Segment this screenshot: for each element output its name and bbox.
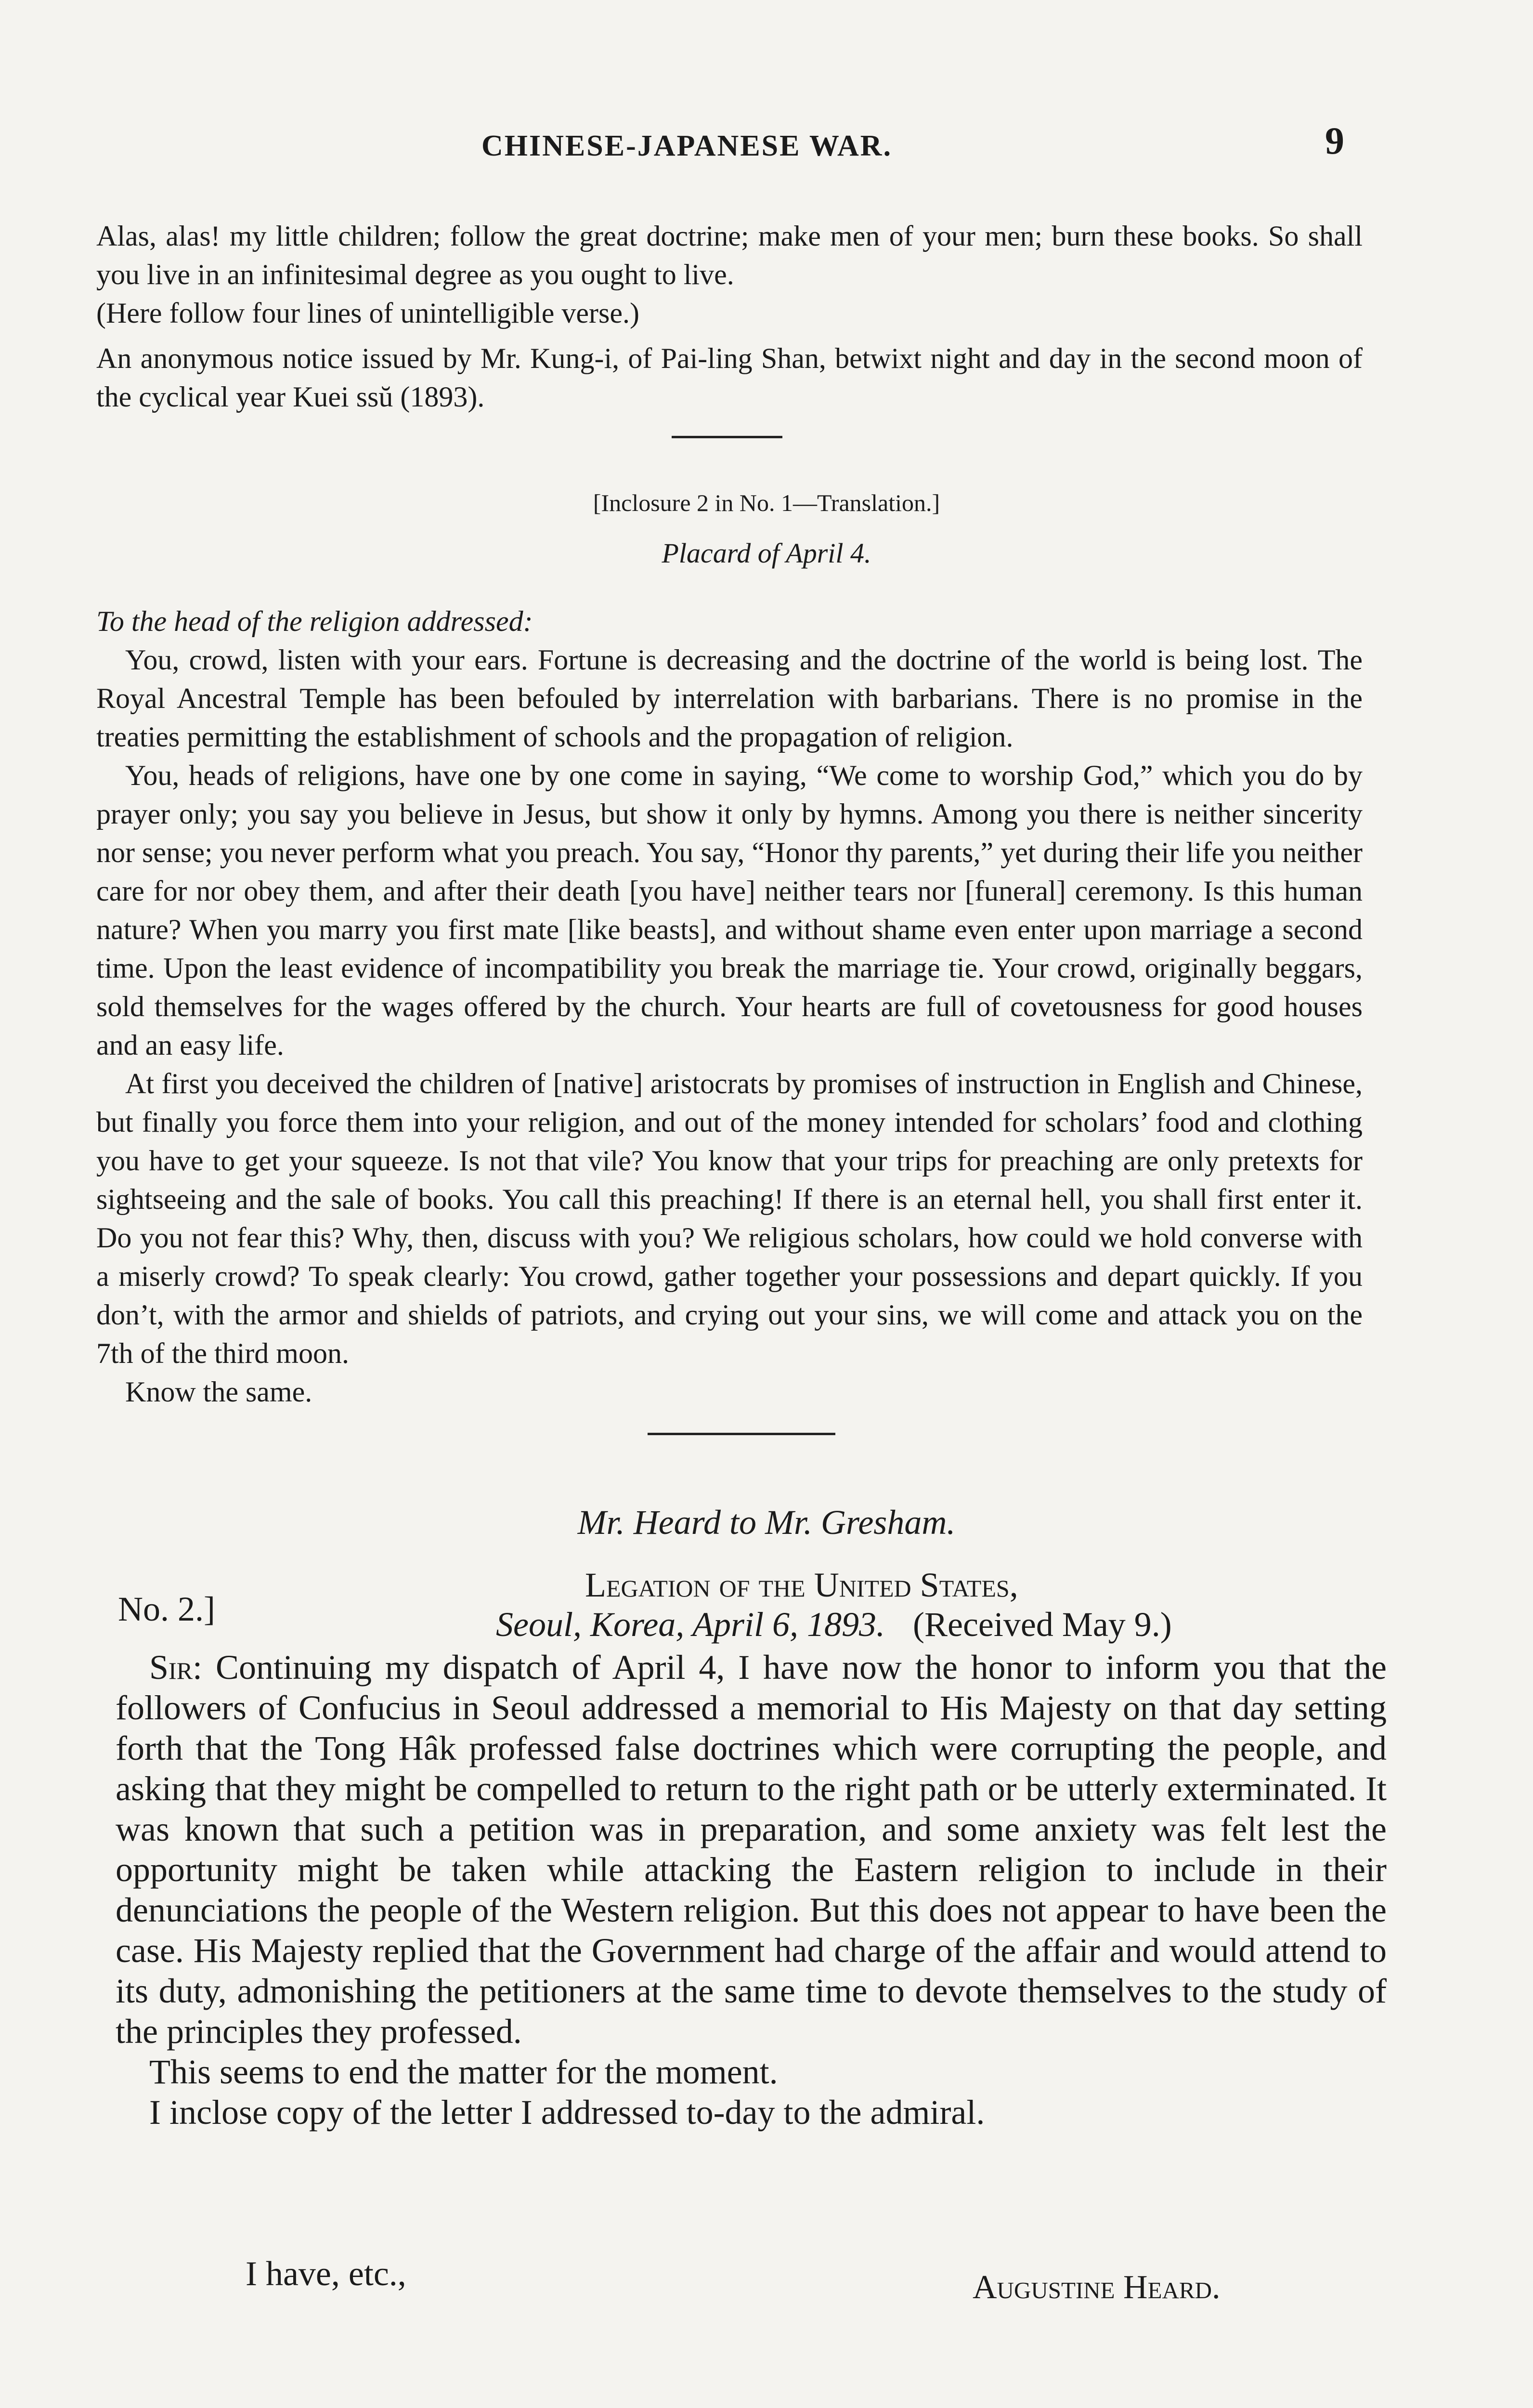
placard-salutation: To the head of the religion addressed: [96,605,533,637]
intro-paragraph-3: An anonymous notice issued by Mr. Kung-i, of Pai-ling Shan, betwixt night and day in the second moon of the cyclical year Kuei ssŭ (1893). [96,342,1363,413]
placard-title: Placard of April 4. [662,537,871,569]
inclosure-label: [Inclosure 2 in No. 1—Translation.] [593,489,940,516]
intro-section [96,217,1363,416]
placard-paragraph-2: You, heads of religions, have one by one come in saying, “We come to worship God,” which you do by prayer only; you say you believe in Jesus, but show it only by hymns. Among you there is neither sincerity nor sense; you never perform what you preach. You say, “Honor thy parents,” yet during their life you neither care for nor obey them, and after their death [you have] neither tears nor [funeral] ceremony. Is this human nature? When you marry you first mate [like beasts], and without shame even enter upon marriage a second time. Upon the least evidence of incompatibility you break the marriage tie. Your crowd, originally beggars, sold themselves for the wages offered by the church. Your hearts are full of covetousness for good houses and an easy life. [96,759,1363,1061]
placard-closing: Know the same. [125,1376,312,1408]
place-date-line [496,1605,1172,1645]
received-date: (Received May 9.) [913,1605,1172,1644]
section-divider-1 [672,436,782,438]
letter-body [116,1647,1387,2133]
dispatch-number: No. 2.] [118,1590,215,1628]
placard-paragraph-1: You, crowd, listen with your ears. Fortune is decreasing and the doctrine of the world is being lost. The Royal Ancestral Temple has been befouled by interrelation with barbarians. There is no promise in the treaties permitting the establishment of schools and the propagation of religion. [96,644,1363,753]
intro-paragraph-1: Alas, alas! my little children; follow the great doctrine; make men of your men; burn these books. So shall you live in an infinitesimal degree as you ought to live. [96,220,1363,290]
placard-section [96,602,1363,1411]
letter-closing: I have, etc., [246,2254,406,2293]
section-divider-2 [648,1433,835,1435]
letter-paragraph-3: I inclose copy of the letter I addressed to-day to the admiral. [149,2093,985,2132]
letter-heading: Mr. Heard to Mr. Gresham. [577,1503,956,1542]
letter-salutation: Sir: [149,1648,203,1687]
letter-paragraph-2: This seems to end the matter for the moment. [149,2053,778,2091]
intro-paragraph-2: (Here follow four lines of unintelligible verse.) [96,297,639,329]
place-date: Seoul, Korea, April 6, 1893. [496,1605,885,1644]
letter-signature: Augustine Heard. [973,2269,1221,2306]
legation-line: Legation of the United States, [585,1566,1018,1604]
page-number: 9 [1325,120,1344,162]
placard-paragraph-3: At first you deceived the children of [native] aristocrats by promises of instruction in English and Chinese, but finally you force them into your religion, and out of the money intended for scholars’ food and clothing you have to get your squeeze. Is not that vile? You know that your trips for preaching are only pretexts for sightseeing and the sale of books. You call this preaching! If there is an eternal hell, you shall first enter it. Do you not fear this? Why, then, discuss with you? We religious scholars, how could we hold converse with a miserly crowd? To speak clearly: You crowd, gather together your possessions and depart quickly. If you don’t, with the armor and shields of patriots, and crying out your sins, we will come and attack you on the 7th of the third moon. [96,1068,1363,1369]
letter-paragraph-1: Sir: Continuing my dispatch of April 4, I have now the honor to inform you that the followers of Confucius in Seoul addressed a memorial to His Majesty on that day setting forth that the Tong Hâk professed false doctrines which were corrupting the people, and asking that they might be compelled to return to the right path or be utterly exterminated. It was known that such a petition was in preparation, and some anxiety was felt lest the opportunity might be taken while attacking the Eastern religion to include in their denunciations the people of the Western religion. But this does not appear to have been the case. His Majesty replied that the Government had charge of the affair and would attend to its duty, admonishing the petitioners at the same time to devote themselves to the study of the principles they professed. [116,1648,1387,2051]
running-header: CHINESE-JAPANESE WAR. [481,130,893,162]
